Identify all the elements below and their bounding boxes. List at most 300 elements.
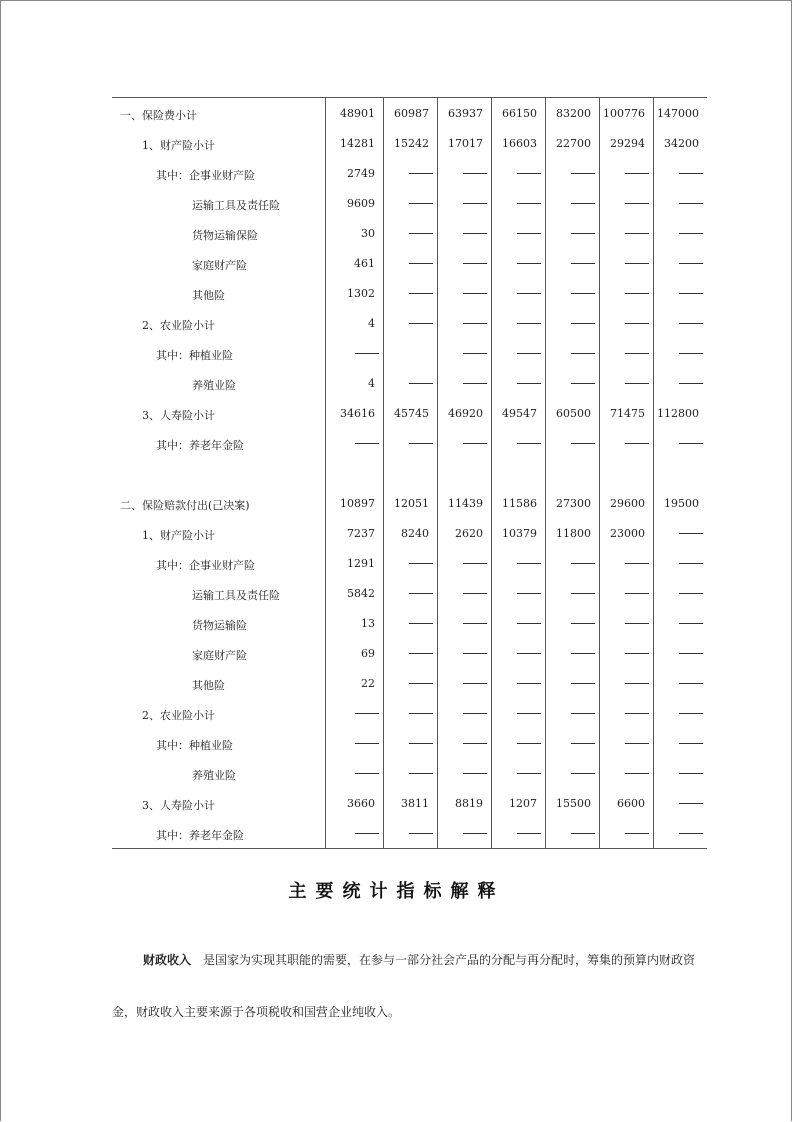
- empty-dash: [625, 173, 649, 174]
- table-row: [112, 278, 707, 308]
- value-cell: [491, 818, 545, 848]
- value-cell: [545, 188, 599, 218]
- table-row: [112, 98, 707, 128]
- table-row: [112, 548, 707, 578]
- value-cell: [383, 608, 437, 638]
- value-cell: [325, 248, 383, 278]
- value-cell: [545, 248, 599, 278]
- value-cell: [653, 608, 707, 638]
- empty-dash: [625, 443, 649, 444]
- value-cell: [653, 758, 707, 788]
- value-cell: [653, 698, 707, 728]
- value-cell: [545, 128, 599, 158]
- value-cell: [325, 398, 383, 428]
- value-cell: [599, 758, 653, 788]
- value-cell: [437, 578, 491, 608]
- empty-dash: [517, 293, 541, 294]
- value-cell: [599, 428, 653, 458]
- value-cell: [599, 488, 653, 518]
- empty-dash: [517, 263, 541, 264]
- row-label: 养殖业险: [192, 379, 236, 392]
- empty-dash: [679, 563, 703, 564]
- row-label: 养殖业险: [192, 769, 236, 782]
- empty-dash: [571, 683, 595, 684]
- value-cell: [383, 98, 437, 128]
- value-cell: [545, 218, 599, 248]
- empty-dash: [463, 653, 487, 654]
- value-cell: [437, 668, 491, 698]
- empty-dash: [409, 713, 433, 714]
- value-cell: [491, 188, 545, 218]
- value-cell: [383, 698, 437, 728]
- table-row: [112, 218, 707, 248]
- empty-dash: [463, 293, 487, 294]
- cell-value: 3811: [401, 797, 429, 810]
- empty-dash: [463, 563, 487, 564]
- row-label: 货物运输险: [192, 619, 247, 632]
- row-label: 二、保险赔款付出(己决案): [120, 499, 250, 512]
- cell-value: 45745: [394, 407, 429, 420]
- value-cell: [491, 518, 545, 548]
- value-cell: [437, 758, 491, 788]
- empty-dash: [409, 623, 433, 624]
- empty-dash: [679, 803, 703, 804]
- empty-dash: [571, 233, 595, 234]
- value-cell: [325, 218, 383, 248]
- cell-value: 10379: [502, 527, 537, 540]
- cell-value: 29294: [610, 137, 645, 150]
- value-cell: [325, 278, 383, 308]
- table-row: [112, 338, 707, 368]
- empty-dash: [517, 773, 541, 774]
- row-label: 其中：种植业险: [156, 349, 233, 362]
- table-row: [112, 158, 707, 188]
- cell-value: 1291: [347, 557, 375, 570]
- value-cell: [437, 128, 491, 158]
- table-row: [112, 758, 707, 788]
- row-label: 运输工具及责任险: [192, 199, 280, 212]
- value-cell: [599, 278, 653, 308]
- row-label: 3、人寿险小计: [142, 799, 215, 812]
- cell-value: 12051: [394, 497, 429, 510]
- value-cell: [491, 248, 545, 278]
- value-cell: [545, 308, 599, 338]
- value-cell: [599, 128, 653, 158]
- value-cell: [653, 488, 707, 518]
- value-cell: [325, 578, 383, 608]
- row-label: 运输工具及责任险: [192, 589, 280, 602]
- row-label: 2、农业险小计: [142, 319, 215, 332]
- value-cell: [325, 158, 383, 188]
- empty-dash: [625, 263, 649, 264]
- empty-dash: [679, 653, 703, 654]
- value-cell: [599, 548, 653, 578]
- empty-dash: [409, 293, 433, 294]
- value-cell: [599, 608, 653, 638]
- value-cell: [599, 158, 653, 188]
- empty-dash: [679, 533, 703, 534]
- empty-dash: [679, 443, 703, 444]
- cell-value: 30: [361, 227, 375, 240]
- empty-dash: [679, 383, 703, 384]
- value-cell: [545, 278, 599, 308]
- row-label: 2、农业险小计: [142, 709, 215, 722]
- table-row: [112, 818, 707, 848]
- value-cell: [437, 398, 491, 428]
- empty-dash: [679, 593, 703, 594]
- empty-dash: [517, 743, 541, 744]
- value-cell: [491, 488, 545, 518]
- empty-dash: [679, 233, 703, 234]
- cell-value: 23000: [610, 527, 645, 540]
- empty-dash: [517, 233, 541, 234]
- value-cell: [437, 248, 491, 278]
- empty-dash: [679, 833, 703, 834]
- value-cell: [383, 398, 437, 428]
- value-cell: [437, 788, 491, 818]
- value-cell: [437, 98, 491, 128]
- value-cell: [653, 398, 707, 428]
- value-cell: [545, 698, 599, 728]
- definition-text: 是国家为实现其职能的需要，在参与一部分社会产品的分配与再分配时，筹集的预算内财政资金，财政收入主要来源于各项税收和国营企业纯收入。: [112, 953, 696, 1019]
- cell-value: 48901: [340, 107, 375, 120]
- value-cell: [653, 638, 707, 668]
- value-cell: [437, 428, 491, 458]
- empty-dash: [571, 833, 595, 834]
- empty-dash: [409, 233, 433, 234]
- empty-dash: [355, 773, 379, 774]
- value-cell: [653, 368, 707, 398]
- cell-value: 11586: [502, 497, 537, 510]
- value-cell: [325, 638, 383, 668]
- value-cell: [653, 158, 707, 188]
- value-cell: [325, 728, 383, 758]
- empty-dash: [409, 383, 433, 384]
- value-cell: [383, 338, 437, 368]
- value-cell: [545, 368, 599, 398]
- empty-dash: [679, 293, 703, 294]
- value-cell: [437, 638, 491, 668]
- value-cell: [599, 578, 653, 608]
- value-cell: [599, 218, 653, 248]
- value-cell: [383, 128, 437, 158]
- empty-dash: [517, 443, 541, 444]
- empty-dash: [355, 443, 379, 444]
- value-cell: [325, 128, 383, 158]
- empty-dash: [463, 623, 487, 624]
- empty-dash: [355, 713, 379, 714]
- value-cell: [325, 608, 383, 638]
- value-cell: [545, 818, 599, 848]
- value-cell: [491, 548, 545, 578]
- empty-dash: [625, 563, 649, 564]
- empty-dash: [463, 773, 487, 774]
- value-cell: [437, 698, 491, 728]
- value-cell: [383, 548, 437, 578]
- value-cell: [491, 728, 545, 758]
- value-cell: [325, 338, 383, 368]
- value-cell: [491, 428, 545, 458]
- table-row: [112, 788, 707, 818]
- row-label: 货物运输保险: [192, 229, 258, 242]
- value-cell: [383, 218, 437, 248]
- value-cell: [437, 278, 491, 308]
- value-cell: [383, 518, 437, 548]
- value-cell: [383, 578, 437, 608]
- empty-dash: [517, 683, 541, 684]
- value-cell: [653, 98, 707, 128]
- value-cell: [491, 578, 545, 608]
- value-cell: [545, 488, 599, 518]
- value-cell: [545, 578, 599, 608]
- value-cell: [325, 308, 383, 338]
- row-label: 1、财产险小计: [142, 139, 215, 152]
- value-cell: [599, 638, 653, 668]
- empty-dash: [517, 623, 541, 624]
- value-cell: [545, 608, 599, 638]
- empty-dash: [517, 563, 541, 564]
- value-cell: [653, 728, 707, 758]
- cell-value: 17017: [448, 137, 483, 150]
- empty-dash: [625, 623, 649, 624]
- empty-dash: [571, 563, 595, 564]
- cell-value: 13: [361, 617, 375, 630]
- value-cell: [545, 728, 599, 758]
- empty-dash: [571, 743, 595, 744]
- value-cell: [491, 398, 545, 428]
- empty-dash: [625, 653, 649, 654]
- value-cell: [325, 668, 383, 698]
- value-cell: [383, 248, 437, 278]
- cell-value: 2620: [455, 527, 483, 540]
- empty-dash: [409, 773, 433, 774]
- value-cell: [491, 638, 545, 668]
- empty-dash: [517, 203, 541, 204]
- value-cell: [325, 188, 383, 218]
- value-cell: [383, 788, 437, 818]
- row-label: 家庭财产险: [192, 649, 247, 662]
- cell-value: 16603: [502, 137, 537, 150]
- value-cell: [653, 308, 707, 338]
- row-label: 其中：养老年金险: [156, 829, 244, 842]
- value-cell: [491, 128, 545, 158]
- value-cell: [545, 548, 599, 578]
- value-cell: [325, 698, 383, 728]
- value-cell: [383, 428, 437, 458]
- cell-value: 15242: [394, 137, 429, 150]
- table-row: [112, 518, 707, 548]
- value-cell: [383, 158, 437, 188]
- empty-dash: [517, 653, 541, 654]
- value-cell: [491, 788, 545, 818]
- empty-dash: [409, 833, 433, 834]
- empty-dash: [355, 833, 379, 834]
- empty-dash: [463, 173, 487, 174]
- cell-value: 8819: [455, 797, 483, 810]
- cell-value: 66150: [502, 107, 537, 120]
- empty-dash: [571, 323, 595, 324]
- empty-dash: [463, 743, 487, 744]
- value-cell: [437, 188, 491, 218]
- row-label: 其他险: [192, 679, 225, 692]
- empty-dash: [625, 833, 649, 834]
- value-cell: [437, 158, 491, 188]
- value-cell: [545, 428, 599, 458]
- value-cell: [653, 788, 707, 818]
- empty-dash: [679, 263, 703, 264]
- definition-term: 财政收入: [143, 953, 192, 967]
- empty-dash: [625, 773, 649, 774]
- empty-dash: [463, 683, 487, 684]
- value-cell: [383, 368, 437, 398]
- table-row: [112, 398, 707, 428]
- empty-dash: [355, 743, 379, 744]
- empty-dash: [355, 353, 379, 354]
- empty-dash: [517, 593, 541, 594]
- empty-dash: [409, 203, 433, 204]
- value-cell: [437, 818, 491, 848]
- row-label: 其中：养老年金险: [156, 439, 244, 452]
- value-cell: [325, 788, 383, 818]
- cell-value: 34616: [340, 407, 375, 420]
- empty-dash: [679, 713, 703, 714]
- row-label: 一、保险费小计: [120, 109, 197, 122]
- empty-dash: [409, 563, 433, 564]
- cell-value: 46920: [448, 407, 483, 420]
- empty-dash: [463, 833, 487, 834]
- value-cell: [491, 308, 545, 338]
- empty-dash: [679, 623, 703, 624]
- cell-value: 63937: [448, 107, 483, 120]
- empty-dash: [463, 203, 487, 204]
- insurance-statistics-table: [112, 97, 707, 849]
- value-cell: [383, 668, 437, 698]
- empty-dash: [679, 353, 703, 354]
- empty-dash: [517, 323, 541, 324]
- cell-value: 9609: [347, 197, 375, 210]
- empty-dash: [679, 683, 703, 684]
- empty-dash: [679, 323, 703, 324]
- value-cell: [491, 608, 545, 638]
- value-cell: [491, 98, 545, 128]
- cell-value: 2749: [347, 167, 375, 180]
- cell-value: 19500: [664, 497, 699, 510]
- cell-value: 60987: [394, 107, 429, 120]
- cell-value: 10897: [340, 497, 375, 510]
- value-cell: [599, 818, 653, 848]
- value-cell: [545, 518, 599, 548]
- value-cell: [599, 98, 653, 128]
- value-cell: [325, 428, 383, 458]
- cell-value: 6600: [617, 797, 645, 810]
- value-cell: [491, 158, 545, 188]
- value-cell: [383, 488, 437, 518]
- empty-dash: [517, 353, 541, 354]
- value-cell: [491, 278, 545, 308]
- value-cell: [653, 188, 707, 218]
- cell-value: 71475: [610, 407, 645, 420]
- cell-value: 29600: [610, 497, 645, 510]
- value-cell: [545, 338, 599, 368]
- value-cell: [437, 308, 491, 338]
- value-cell: [383, 758, 437, 788]
- empty-dash: [409, 263, 433, 264]
- empty-dash: [409, 653, 433, 654]
- table-row: [112, 128, 707, 158]
- empty-dash: [517, 833, 541, 834]
- value-cell: [437, 368, 491, 398]
- value-cell: [599, 398, 653, 428]
- value-cell: [653, 518, 707, 548]
- value-cell: [383, 188, 437, 218]
- cell-value: 34200: [664, 137, 699, 150]
- empty-dash: [409, 593, 433, 594]
- cell-value: 100776: [603, 107, 645, 120]
- value-cell: [437, 608, 491, 638]
- table-row: [112, 488, 707, 518]
- cell-value: 15500: [556, 797, 591, 810]
- empty-dash: [625, 353, 649, 354]
- row-label: 1、财产险小计: [142, 529, 215, 542]
- value-cell: [599, 368, 653, 398]
- row-label: 其中：企事业财产险: [156, 559, 255, 572]
- cell-value: 22700: [556, 137, 591, 150]
- empty-dash: [625, 293, 649, 294]
- value-cell: [653, 218, 707, 248]
- table-row: [112, 428, 707, 458]
- cell-value: 461: [354, 257, 375, 270]
- empty-dash: [679, 773, 703, 774]
- value-cell: [599, 518, 653, 548]
- empty-dash: [679, 743, 703, 744]
- section-title: 主要统计指标解释: [288, 881, 505, 902]
- table-spacer-row: [112, 458, 707, 488]
- value-cell: [491, 338, 545, 368]
- empty-dash: [571, 443, 595, 444]
- empty-dash: [409, 683, 433, 684]
- table-row: [112, 578, 707, 608]
- value-cell: [599, 248, 653, 278]
- cell-value: 7237: [347, 527, 375, 540]
- value-cell: [653, 338, 707, 368]
- value-cell: [545, 398, 599, 428]
- row-label: 其中：企事业财产险: [156, 169, 255, 182]
- value-cell: [545, 98, 599, 128]
- row-label: 3、人寿险小计: [142, 409, 215, 422]
- table-row: [112, 728, 707, 758]
- table-row: [112, 698, 707, 728]
- value-cell: [653, 128, 707, 158]
- value-cell: [491, 758, 545, 788]
- empty-dash: [571, 653, 595, 654]
- empty-dash: [517, 173, 541, 174]
- value-cell: [325, 368, 383, 398]
- cell-value: 1207: [509, 797, 537, 810]
- value-cell: [653, 548, 707, 578]
- definition-paragraph: [112, 934, 707, 1038]
- table-row: [112, 668, 707, 698]
- empty-dash: [571, 293, 595, 294]
- value-cell: [383, 818, 437, 848]
- cell-value: 11800: [556, 527, 591, 540]
- value-cell: [599, 188, 653, 218]
- empty-dash: [409, 323, 433, 324]
- empty-dash: [463, 593, 487, 594]
- value-cell: [491, 218, 545, 248]
- value-cell: [325, 548, 383, 578]
- value-cell: [437, 728, 491, 758]
- value-cell: [437, 338, 491, 368]
